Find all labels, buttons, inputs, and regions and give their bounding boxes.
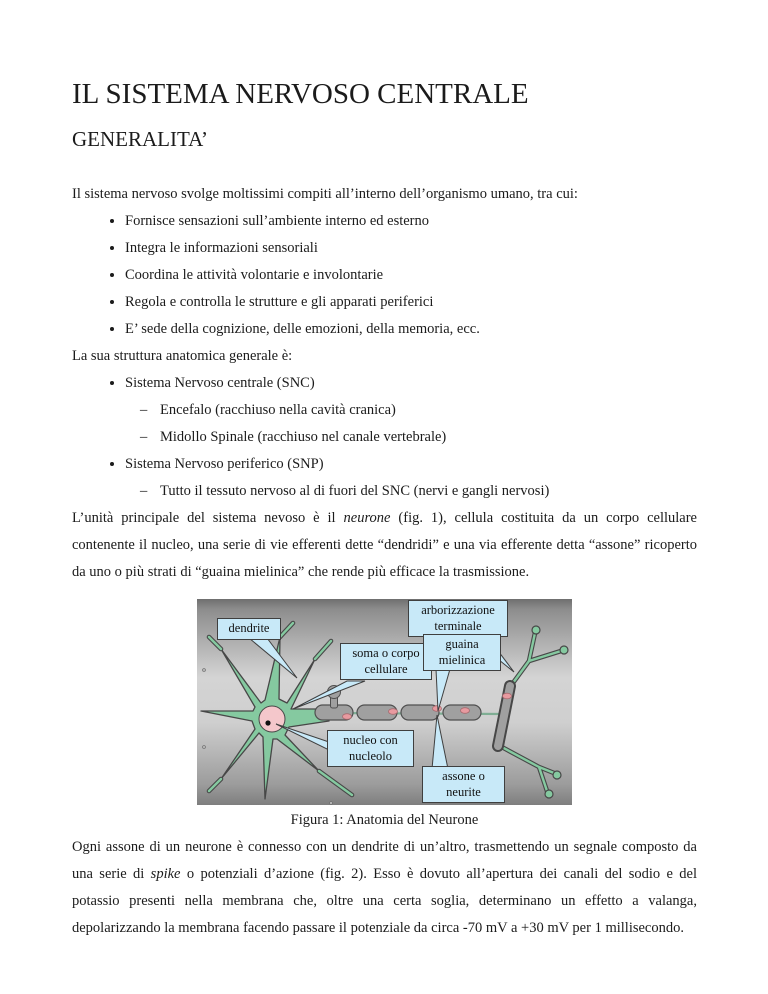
list-item: • Integra le informazioni sensoriali bbox=[125, 235, 697, 262]
list-item: – Tutto il tessuto nervoso al di fuori del SNC (nervi e gangli nervosi) bbox=[160, 478, 697, 505]
figure-neuron-canvas bbox=[197, 599, 572, 805]
nucleolus bbox=[265, 720, 270, 725]
structure-snp-sublist bbox=[72, 478, 697, 505]
page-subtitle: GENERALITA’ bbox=[72, 127, 208, 151]
text-segment-italic: spike bbox=[150, 866, 181, 882]
list-item: • E’ sede della cognizione, delle emozioni, della memoria, ecc. bbox=[125, 316, 697, 343]
list-item: – Midollo Spinale (racchiuso nel canale vertebrale) bbox=[160, 424, 697, 451]
text-segment-italic: neurone bbox=[343, 510, 391, 526]
list-item: • Sistema Nervoso periferico (SNP) bbox=[125, 451, 697, 478]
figure-label-guaina: guaina mielinica bbox=[423, 634, 501, 671]
paragraph-neuron bbox=[72, 505, 697, 586]
nucleus bbox=[259, 706, 285, 732]
list-item: • Regola e controlla le strutture e gli apparati periferici bbox=[125, 289, 697, 316]
structure-item-snp bbox=[72, 451, 697, 478]
figure-label-arborizzazione: arborizzazione terminale bbox=[408, 600, 508, 637]
list-item: • Coordina le attività volontarie e involontarie bbox=[125, 262, 697, 289]
paragraph-spike bbox=[72, 834, 697, 942]
text-segment: o potenziali d’azione (fig. 2). Esso è dovuto all’apertura dei canali del sodio e del potassio presenti nella membrana che, oltre una certa soglia, determinano un effetto a valanga, depolarizzando la membrana facendo passare il potenziale da circa -70 mV a +30 mV per 1 millisecondo. bbox=[72, 866, 697, 936]
intro-bullet-list bbox=[72, 208, 697, 343]
figure-label-nucleo: nucleo con nucleolo bbox=[327, 730, 414, 767]
text-segment: (fig. 1), cellula costituita da un corpo cellulare contenente il nucleo, una serie di vie efferenti dette “dendridi” e una via efferente detta “assone” ricoperto da uno o più strati di “guaina mielinica” che rende più efficace la trasmissione. bbox=[72, 510, 697, 580]
figure-label-dendrite: dendrite bbox=[217, 618, 281, 640]
text-segment: L’unità principale del sistema nevoso è il bbox=[72, 510, 344, 526]
figure-label-soma: soma o corpo cellulare bbox=[340, 643, 432, 680]
structure-lead: La sua struttura anatomica generale è: bbox=[72, 348, 293, 364]
figure-caption: Figura 1: Anatomia del Neurone bbox=[290, 812, 479, 828]
structure-item-snc bbox=[72, 370, 697, 397]
page-title: IL SISTEMA NERVOSO CENTRALE bbox=[72, 78, 529, 110]
figure-label-assone: assone o neurite bbox=[422, 766, 505, 803]
list-item: • Fornisce sensazioni sull’ambiente interno ed esterno bbox=[125, 208, 697, 235]
intro-lead: Il sistema nervoso svolge moltissimi compiti all’interno dell’organismo umano, tra cui: bbox=[72, 186, 578, 202]
structure-snc-sublist bbox=[72, 397, 697, 451]
list-item: • Sistema Nervoso centrale (SNC) bbox=[125, 370, 697, 397]
list-item: – Encefalo (racchiuso nella cavità cranica) bbox=[160, 397, 697, 424]
text-segment: Ogni assone di un neurone è connesso con un dendrite di un’altro, trasmettendo un segnale composto da una serie di bbox=[72, 839, 697, 882]
figure-neuron bbox=[197, 599, 572, 834]
